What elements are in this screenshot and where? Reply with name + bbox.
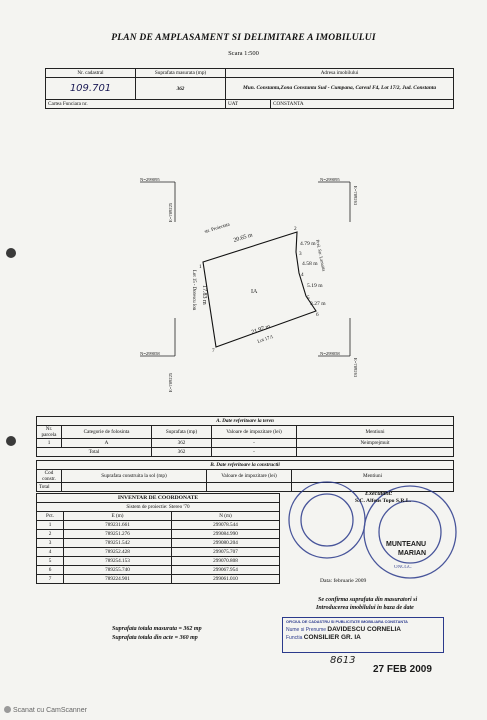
row-nr: 1 [37,439,62,448]
cadastral-number: 109.701 [46,78,136,100]
executant-company: S.C. Alfeus Topo S.R.L. [355,498,411,504]
uat-value: CONSTANTA [271,100,454,109]
pct: 6 [37,566,64,575]
confirm-line-1: Se confirma suprafata din masuratori si [318,597,418,603]
point-5: 5 [307,295,310,301]
h-e: E (m) [64,512,172,521]
coord-e: 789224.901 [64,575,172,584]
build-total-label: Total [37,483,62,492]
total-value: - [212,448,297,457]
e-top-right: E=789263 [353,186,358,206]
cf-label: Cartea Funciara nr. [46,100,226,109]
coord-n: 299078.544 [172,521,280,530]
e-bottom-left: E=789225 [168,372,173,392]
table-row [37,530,280,539]
coord-n: 299061.010 [172,575,280,584]
uat-label: UAT [226,100,271,109]
col-address-header: Adresa imobilului [226,69,454,78]
row-area: 362 [152,439,212,448]
dim-6-7: 21.97 m [250,323,272,336]
land-data-table [36,416,454,457]
n-bottom-right: N=299058 [320,351,340,356]
executant-label: Executant: [365,491,393,497]
table-row [37,575,280,584]
lot-bottom-label: Lot 17/1 [257,334,275,345]
coord-e: 789252.428 [64,548,172,557]
n-top-right: N=299095 [320,177,340,182]
point-7: 7 [212,348,215,354]
dim-7-1: 17.83 m [201,285,207,305]
row-value: - [212,439,297,448]
coord-n: 299070.808 [172,557,280,566]
street-right-label: Prel. Str. Lamaita [315,239,327,272]
document-title: PLAN DE AMPLASAMENT SI DELIMITARE A IMOBILULUI [111,33,376,43]
section-b-title: B. Date referitoare la constructii [37,461,454,470]
h-area: Suprafata (mp) [152,426,212,439]
coord-e: 789251.542 [64,539,172,548]
coord-n: 299080.204 [172,539,280,548]
coord-e: 789231.661 [64,521,172,530]
property-address: Mun. Constanta,Zona Constanta Sud - Cumpana, Careul F4, Lot 17/2, Jud. Constanta [226,78,454,100]
dim-3-4: 4.58 m [302,261,318,267]
point-3: 3 [299,251,302,257]
coord-n: 299075.707 [172,548,280,557]
row-category: A [62,439,152,448]
pct: 1 [37,521,64,530]
h-n: N (m) [172,512,280,521]
ocpi-stamp [282,617,444,653]
ocpi-office: OFICIUL DE CADASTRU SI PUBLICITATE IMOBILIARA CONSTANTA [286,620,408,624]
coord-n: 299067.954 [172,566,280,575]
street-top-label: str. Proiectata [204,222,231,235]
total-label: Total [37,448,152,457]
stamp-name-1: MUNTEANU [386,541,427,548]
pct: 7 [37,575,64,584]
coord-e: 789255.740 [64,566,172,575]
h-build-mentions: Mentiuni [292,470,454,483]
total-acts-area: Suprafata totala din acte = 360 mp [112,635,198,641]
dim-1-2: 20.65 m [232,232,254,244]
total-area: 362 [152,448,212,457]
camscanner-icon [4,706,11,713]
point-6: 6 [316,312,319,318]
h-cod-constr: Cod constr. [37,470,62,483]
dim-4-5: 5.19 m [307,283,323,289]
executant-date: Data: februarie 2009 [320,578,367,584]
col-area-header: Suprafata masurata (mp) [136,69,226,78]
function-label: Functia [286,635,303,641]
dim-2-3: 4.79 m [300,241,316,247]
h-mentions: Mentiuni [297,426,454,439]
measured-area: 362 [136,78,226,100]
inventory-title: INVENTAR DE COORDONATE [37,494,280,503]
pct: 2 [37,530,64,539]
scale-label: Scara 1:500 [228,50,259,57]
stamp-circle-inner [301,494,353,546]
section-a-title: A. Date referitoare la teren [37,417,454,426]
registration-number: 8613 [330,655,356,666]
dim-5-6: 3.27 m [310,301,326,307]
function-value: CONSILIER GR. IA [303,634,361,641]
point-1: 1 [199,264,202,270]
coord-n: 299084.990 [172,530,280,539]
coord-e: 789254.153 [64,557,172,566]
table-row [37,557,280,566]
point-4: 4 [301,272,304,278]
row-mentions: Neimprejmuit [297,439,454,448]
coord-e: 789251.276 [64,530,172,539]
confirm-line-2: Introducerea imobilului in baza de date [316,605,414,611]
h-category: Categorie de folosinta [62,426,152,439]
h-build-value: Valoare de impozitare (lei) [207,470,292,483]
stamp-date: 27 FEB 2009 [373,664,432,675]
point-2: 2 [294,226,297,232]
name-label: Nume si Prenume [286,627,327,633]
pct: 3 [37,539,64,548]
coordinate-inventory-table [36,493,280,584]
h-value: Valoare de impozitare (lei) [212,426,297,439]
name-value: DAVIDESCU CORNELIA [327,626,401,633]
pct: 5 [37,557,64,566]
lot-left-label: Lot 15 - Dorescu Ion [191,270,196,311]
n-top-left: N=299095 [140,177,160,182]
h-built-area: Suprafata construita la sol (mp) [62,470,207,483]
h-pct: Pct. [37,512,64,521]
table-row [37,548,280,557]
h-parcel-nr: Nr. parcela [37,426,62,439]
table-row [37,539,280,548]
e-bottom-right: E=789263 [353,358,358,378]
watermark-text: Scanat cu CamScanner [13,707,87,714]
n-bottom-left: N=299058 [140,351,160,356]
stamp-name-2: MARIAN [398,550,426,557]
parcel-label: IA [251,289,258,295]
e-top-left: E=789225 [168,202,173,222]
col-cadastral-header: Nr. cadastral [46,69,136,78]
inventory-subtitle: Sistem de proiectie: Stereo '70 [37,503,280,512]
total-measured-area: Suprafata totala masurata = 362 mp [112,626,202,632]
table-row [37,521,280,530]
scanner-watermark [4,706,87,714]
table-row [37,566,280,575]
pct: 4 [37,548,64,557]
stamp-oncgc: ONCGC [394,565,412,570]
